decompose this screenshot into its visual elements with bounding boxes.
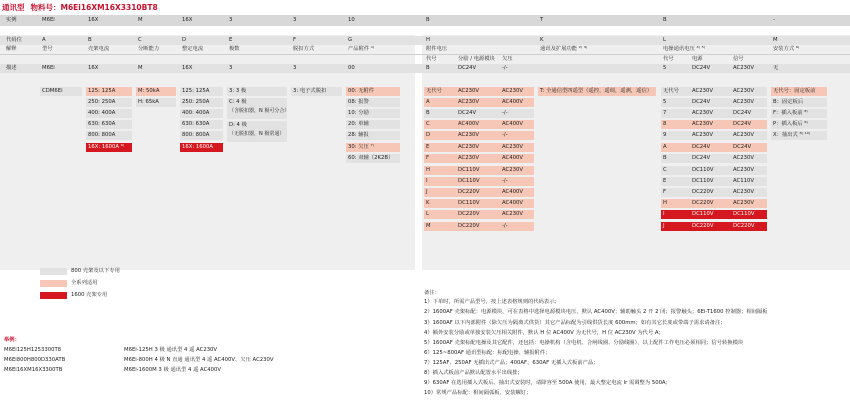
explain-item: 安装方式 ⁶⁾ xyxy=(773,46,800,52)
h-value: AC230V xyxy=(458,99,479,105)
l-code: C xyxy=(663,167,667,173)
l-value: AC230V xyxy=(733,155,754,161)
option-e-note: （无脱扣器，N 极常通） xyxy=(229,131,285,137)
desc-item: 5 xyxy=(663,65,667,71)
h-value: -/- xyxy=(502,178,508,184)
option-e: C: 4 极 xyxy=(229,99,247,105)
option-g: 00: 无附件 xyxy=(346,87,400,96)
option-c: H: 65kA xyxy=(136,98,176,107)
legend-label: 800 壳架及以下专用 xyxy=(71,268,120,274)
h-value: -/- xyxy=(502,110,508,116)
h-value: DC110V xyxy=(458,178,480,184)
option-d: 630: 630A xyxy=(180,120,223,129)
explain-item: 极数 xyxy=(229,46,240,52)
page-title xyxy=(2,2,158,13)
h-code: E xyxy=(426,144,430,150)
l-value: DC220V xyxy=(692,223,714,229)
l-code: B xyxy=(663,155,667,161)
l-value: AC230V xyxy=(733,88,754,94)
l-subheader: 代号 xyxy=(663,56,674,62)
h-code: H xyxy=(426,167,430,173)
note-item: 6）125~800AF 通讯型标配：标配电操、辅报附件； xyxy=(424,350,551,356)
l-value: DC220V xyxy=(692,200,714,206)
desc-item: -/- xyxy=(502,65,508,71)
option-b: 125: 125A xyxy=(86,87,132,96)
example-code: M6Ei800H800D330ATB xyxy=(4,357,66,363)
code-position: K xyxy=(540,37,544,43)
code-position: D xyxy=(182,37,187,43)
l-value: DC24V xyxy=(692,155,711,161)
explain-item: 整定电流 xyxy=(182,46,204,52)
explain-item: 电操通讯电压 ⁴⁾ ⁵⁾ xyxy=(663,46,705,52)
h-value: AC400V xyxy=(502,189,523,195)
l-value: DC24V xyxy=(733,121,752,127)
option-d: 16X: 1600A xyxy=(180,143,223,152)
explain-item: 脱扣方式 xyxy=(293,46,315,52)
option-d: 400: 400A xyxy=(180,109,223,118)
notes-title: 备注： xyxy=(424,290,440,296)
option-g: 20: 单辅 xyxy=(346,120,400,129)
desc-item: B xyxy=(426,65,430,71)
code-position: G xyxy=(348,37,353,43)
l-value: DC24V xyxy=(733,144,752,150)
desc-item: DC24V xyxy=(458,65,477,71)
l-code: A xyxy=(663,144,667,150)
option-m: 无代号：固定板前 xyxy=(771,87,827,96)
code-position: A xyxy=(42,37,46,43)
l-subheader: 电源 xyxy=(692,56,703,62)
option-d: 125: 125A xyxy=(180,87,223,96)
l-value: AC230V xyxy=(692,132,713,138)
h-value: DC220V xyxy=(458,223,480,229)
h-subheader: 分励 / 电源模块 xyxy=(458,56,495,62)
h-code: K xyxy=(426,200,430,206)
l-value: AC230V xyxy=(733,99,754,105)
explain-item: 通讯及扩展功能 ²⁾ ³⁾ xyxy=(540,46,588,52)
explain-item: 壳架电流 xyxy=(88,46,110,52)
l-value: AC230V xyxy=(733,132,754,138)
note-item: 2）1600AF 壳架标配：电源模块，可在表格中选择电源模块电压，默认 AC400V；辅助触头 2 开 2 闭；报警触头；6Ei-T1600 控制器；相间隔板 xyxy=(424,309,768,315)
h-code: M xyxy=(426,223,431,229)
option-k: T: 全通信型四遥型（遥控，遥调，遥测，遥信） xyxy=(538,87,656,96)
explain-item: 型号 xyxy=(42,46,53,52)
option-b: 400: 400A xyxy=(86,109,132,118)
h-value: DC220V xyxy=(458,211,480,217)
desc-item: 16X xyxy=(88,65,99,71)
option-b: 630: 630A xyxy=(86,120,132,129)
explain-row-label: 解释 xyxy=(6,46,17,52)
desc-item: 无 xyxy=(773,65,779,71)
h-value: -/- xyxy=(502,132,508,138)
example-code: M6Ei16XM16X3300TB xyxy=(4,367,63,373)
option-m: P：插入板后 ⁸⁾ xyxy=(771,120,827,129)
example-code: M6Ei xyxy=(42,17,55,23)
l-code: 8 xyxy=(663,121,667,127)
h-value: AC230V xyxy=(458,132,479,138)
code-position: F xyxy=(293,37,297,43)
l-code: 9 xyxy=(663,132,667,138)
h-value: AC400V xyxy=(502,155,523,161)
h-subheader: 欠压 xyxy=(502,56,513,62)
option-d: 800: 800A xyxy=(180,131,223,140)
l-value: DC24V xyxy=(692,99,711,105)
legend-label: 全系列适用 xyxy=(71,280,98,286)
option-b: 16X: 1600A ⁹⁾ xyxy=(86,143,132,152)
l-code: 无代号 xyxy=(663,88,679,94)
example-code: M6Ei125H1253300T8 xyxy=(4,347,62,353)
h-row xyxy=(424,109,534,118)
example-code: 16X xyxy=(182,17,193,23)
examples-title: 举例： xyxy=(4,337,20,343)
code-row-label: 代码位 xyxy=(6,37,22,43)
explain-item: 分断能力 xyxy=(138,46,160,52)
l-code: 5 xyxy=(663,99,667,105)
h-subheader: 代号 xyxy=(426,56,437,62)
example-desc: M6Ei-1600M 3 极 通讯型 4 遥 AC400V xyxy=(124,367,222,373)
l-value: AC110V xyxy=(733,178,754,184)
option-c: M: 50kA xyxy=(136,87,176,96)
example-desc: M6Ei-125H 3 极 通讯型 4 遥 AC230V xyxy=(124,347,218,353)
l-value: AC230V xyxy=(692,121,713,127)
h-value: AC230V xyxy=(502,88,523,94)
l-subheader: 信号 xyxy=(733,56,744,62)
l-code: E xyxy=(663,178,667,184)
h-value: AC400V xyxy=(502,200,523,206)
example-code: M xyxy=(138,17,143,23)
option-e-note: （含脱扣器，N 极可分合） xyxy=(229,108,290,114)
note-item: 5）1600AF 壳架标配电操及其它配件，还包括：电操机构（含电机、合闸线圈、分励线圈），以上配件工作电压必须相同；信号转换模块 xyxy=(424,340,744,346)
l-value: AC230V xyxy=(692,110,713,116)
example-code: 10 xyxy=(348,17,355,23)
explain-item: 附件电压 xyxy=(426,46,448,52)
h-value: AC230V xyxy=(458,88,479,94)
example-code: 3 xyxy=(229,17,233,23)
title-type: 通讯型 xyxy=(2,3,25,12)
legend-swatch-red xyxy=(40,292,67,299)
option-g: 08: 报警 xyxy=(346,98,400,107)
desc-item: DC24V xyxy=(692,65,711,71)
h-code: D xyxy=(426,132,431,138)
l-value: AC230V xyxy=(733,200,754,206)
code-position: L xyxy=(663,37,666,43)
code-position: E xyxy=(229,37,233,43)
h-value: AC230V xyxy=(502,211,523,217)
example-code: B xyxy=(426,17,430,23)
option-b: 250: 250A xyxy=(86,98,132,107)
note-item: 3）1600AF 以下内部附件（除欠压为隔离式供货）其它产品标配为引线供货长度 600mm；如有其它长度或带端子需求请备注； xyxy=(424,320,726,326)
h-code: J xyxy=(426,189,428,195)
model-label: 物料号：M6Ei16XM16X3310BT8 xyxy=(30,3,158,12)
h-value: AC230V xyxy=(458,144,479,150)
l-value: AC230V xyxy=(733,167,754,173)
note-item: 7）125AF、250AF 无插出式产品；400AF、630AF 无插入式板前产品； xyxy=(424,360,599,366)
option-g: 60: 双辅（2K2B） xyxy=(346,154,400,163)
example-code: B xyxy=(663,17,667,23)
example-code: 3 xyxy=(293,17,297,23)
code-position: H xyxy=(426,37,430,43)
note-item: 10）常规产品标配：相间隔弧板、安装螺钉； xyxy=(424,390,532,396)
desc-item: 16X xyxy=(182,65,193,71)
desc-item: 3 xyxy=(229,65,233,71)
h-value: DC110V xyxy=(458,167,480,173)
l-code: H xyxy=(663,200,667,206)
option-e: D: 4 极 xyxy=(229,122,247,128)
option-b: 800: 800A xyxy=(86,131,132,140)
example-code: - xyxy=(773,17,775,23)
option-g: 28: 辅报 xyxy=(346,131,400,140)
h-value: AC230V xyxy=(502,167,523,173)
example-label: 实例 xyxy=(6,17,17,23)
option-f: 3: 电子式脱扣 xyxy=(291,87,342,96)
l-value: DC220V xyxy=(733,223,755,229)
h-code: 无代号 xyxy=(426,88,442,94)
h-row xyxy=(424,131,534,140)
l-code: 7 xyxy=(663,110,667,116)
h-code: C xyxy=(426,121,430,127)
h-code: B xyxy=(426,110,430,116)
h-code: I xyxy=(426,178,428,184)
l-value: DC24V xyxy=(733,110,752,116)
legend-label: 1600 壳架专用 xyxy=(71,292,108,298)
desc-item: AC230V xyxy=(733,65,754,71)
l-value: AC230V xyxy=(733,189,754,195)
h-value: AC400V xyxy=(502,121,523,127)
example-desc: M6Ei-800H 4 极 N 直通 通讯型 4 遥 AC400V、欠压 AC230V xyxy=(124,357,274,363)
h-value: -/- xyxy=(502,223,508,229)
option-g: 30: 欠压 ⁷⁾ xyxy=(346,143,400,152)
h-code: F xyxy=(426,155,430,161)
h-value: DC24V xyxy=(458,110,477,116)
desc-item: 3 xyxy=(293,65,297,71)
note-item: 8）插入式板前产品默认配置水平出线排； xyxy=(424,370,523,376)
option-g: 10: 分励 xyxy=(346,109,400,118)
h-code: L xyxy=(426,211,429,217)
option-m: B：固定板后 xyxy=(771,98,827,107)
l-value: DC110V xyxy=(692,178,714,184)
note-item: 4）额外安装分励或单独安装欠压相关附件，默认 H 位 AC400V 为无代号，H 位 AC230V 为代号 A； xyxy=(424,330,664,336)
note-item: 9）630AF 在选用插入式板后、抽出式安装时，请降容至 500A 使用，最大整定电流 Ir 需调整为 500A； xyxy=(424,380,671,386)
code-position: M xyxy=(773,37,778,43)
desc-row-label: 描述 xyxy=(6,65,17,71)
code-position: B xyxy=(88,37,92,43)
legend-swatch-gray xyxy=(40,268,67,275)
h-value: DC110V xyxy=(458,200,480,206)
h-value: AC400V xyxy=(458,121,479,127)
l-value: DC110V xyxy=(692,167,714,173)
l-value: DC24V xyxy=(692,144,711,150)
l-code: F xyxy=(663,189,667,195)
explain-item: 产品附件 ¹⁾ xyxy=(348,46,375,52)
l-code: I xyxy=(663,211,665,217)
h-value: AC230V xyxy=(458,155,479,161)
example-code: 16X xyxy=(88,17,99,23)
desc-item: M6Ei xyxy=(42,65,55,71)
l-value: DC220V xyxy=(692,189,714,195)
h-code: A xyxy=(426,99,430,105)
option-d: 250: 250A xyxy=(180,98,223,107)
desc-item: 00 xyxy=(348,65,355,71)
h-value: AC400V xyxy=(502,99,523,105)
example-code: T xyxy=(540,17,544,23)
code-position: C xyxy=(138,37,142,43)
desc-item: M xyxy=(138,65,143,71)
note-item: 1）下单时，所需产品型号，按上述表格规则的代码表示； xyxy=(424,299,560,305)
l-code: J xyxy=(663,223,665,229)
option-m: F：插入板前 ⁸⁾ xyxy=(771,109,827,118)
option-a: CDM6Ei xyxy=(40,87,82,96)
option-e: 3: 3 极 xyxy=(227,87,287,96)
option-m: X：抽出式 ⁸⁾ ¹⁰⁾ xyxy=(771,131,827,140)
legend-swatch-peach xyxy=(40,280,67,287)
h-value: DC220V xyxy=(458,189,480,195)
l-value: AC230V xyxy=(692,88,713,94)
h-value: AC230V xyxy=(502,144,523,150)
l-value: DC110V xyxy=(692,211,714,217)
l-value: DC110V xyxy=(733,211,755,217)
